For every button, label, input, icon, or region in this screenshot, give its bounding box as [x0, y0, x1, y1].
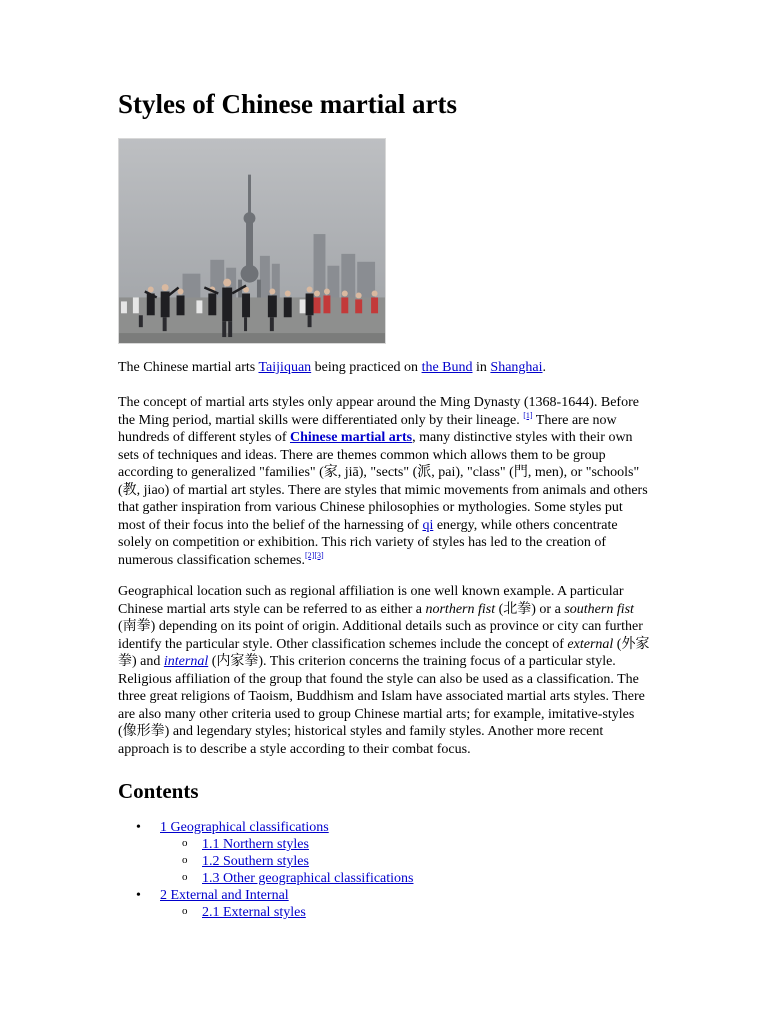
paragraph-text: (南拳) depending on its point of origin. Additional details such as province or city can further identify the particular style. Other classification schemes include the concept of — [118, 619, 643, 652]
toc-link-other-geographical[interactable]: 1.3 Other geographical classifications — [202, 871, 414, 886]
external-term: external — [567, 636, 614, 652]
qi-link[interactable]: qi — [422, 517, 434, 533]
toc-item — [118, 819, 413, 836]
paragraph-text: energy, while others concentrate solely on competition or exhibition. This rich variety of styles has led to the creation of numerous classification schemes. — [118, 517, 618, 568]
page-title: Styles of Chinese martial arts — [118, 89, 457, 119]
caption-text: . — [542, 360, 547, 375]
internal-term: internal — [163, 654, 209, 669]
caption-text: being practiced on — [311, 360, 422, 375]
image-caption — [118, 359, 652, 377]
paragraph-text: Geographical location such as regional affiliation is one well known example. A particular Chinese martial arts style can be referred to as either a — [118, 584, 624, 617]
table-of-contents — [118, 819, 413, 921]
toc-item — [118, 870, 413, 887]
taijiquan-photo — [118, 138, 386, 344]
toc-link-southern-styles[interactable]: 1.2 Southern styles — [202, 854, 309, 869]
taijiquan-link[interactable]: Taijiquan — [258, 360, 312, 375]
caption-text: The Chinese martial arts — [118, 360, 259, 375]
northern-fist-term: northern fist — [425, 601, 496, 617]
paragraph-text: (外家拳) and — [118, 636, 650, 669]
toc-link-geographical-classifications[interactable]: 1 Geographical classifications — [160, 820, 329, 835]
toc-link-northern-styles[interactable]: 1.1 Northern styles — [202, 837, 309, 852]
paragraph-text: (北拳) or a — [495, 601, 565, 617]
shanghai-link[interactable]: Shanghai — [490, 360, 543, 375]
reference-1-link[interactable]: [1] — [523, 410, 533, 420]
internal-link[interactable] — [164, 654, 208, 669]
chinese-martial-arts-link[interactable]: Chinese martial arts — [289, 430, 413, 445]
intro-paragraph — [118, 394, 652, 569]
toc-item — [118, 904, 413, 921]
caption-text: in — [472, 360, 491, 375]
toc-item — [118, 836, 413, 853]
paragraph-text: There are now hundreds of different styles of — [118, 412, 617, 445]
paragraph-text: (内家拳). This criterion concerns the training focus of a particular style. Religious affiliation of the group that found the style can also be used as a classification. The three great religions of Taoism, Buddhism and Islam have associated martial arts styles. There are also many other criteria used to group Chinese martial arts; for example, imitative-styles (像形拳) and legendary styles; historical styles and family styles. Another more recent approach is to describe a style according to their combat focus. — [118, 654, 645, 757]
geography-paragraph — [118, 583, 652, 758]
toc-item — [118, 887, 413, 904]
toc-link-external-and-internal[interactable]: 2 External and Internal — [160, 888, 289, 903]
toc-link-external-styles[interactable]: 2.1 External styles — [202, 905, 306, 920]
paragraph-text: , many distinctive styles with their own sets of techniques and ideas. There are themes common which allows them to be group according to generalized "families" (家, jiā), "sects" (派, pai), "class" (門, men), or "schools" (教, jiao) of martial art styles. There are styles that mimic movements from animals and others that gather inspiration from various Chinese philosophies or mythologies. Some styles put most of their focus into the belief of the harnessing of — [118, 430, 648, 533]
paragraph-text: The concept of martial arts styles only appear around the Ming Dynasty (1368-1644). Before the Ming period, martial skills were differentiated only by their lineage. — [118, 395, 639, 428]
reference-2-3-link[interactable]: [2][3] — [305, 550, 324, 560]
toc-item — [118, 853, 413, 870]
contents-heading: Contents — [118, 779, 199, 803]
southern-fist-term: southern fist — [564, 601, 634, 617]
the-bund-link[interactable]: the Bund — [421, 360, 473, 375]
